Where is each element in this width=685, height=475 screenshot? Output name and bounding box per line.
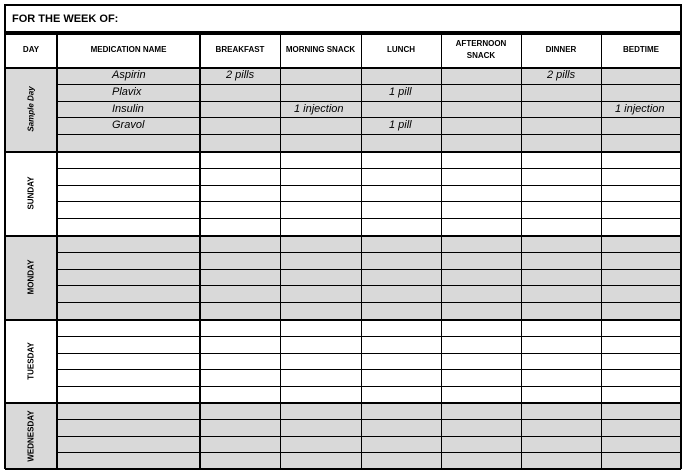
- monday-row4-dinner-cell[interactable]: [521, 285, 601, 302]
- week-of-title[interactable]: FOR THE WEEK OF:: [4, 4, 682, 33]
- sample-day-row3-dinner-cell[interactable]: [521, 101, 601, 118]
- monday-row4-breakfast-cell[interactable]: [200, 285, 280, 302]
- sunday-row4-breakfast-cell[interactable]: [200, 201, 280, 218]
- wednesday-row2-morning-snack-cell[interactable]: [280, 419, 361, 436]
- monday-row1-afternoon-snack-cell[interactable]: [441, 235, 521, 252]
- sunday-row2-afternoon-snack-cell[interactable]: [441, 168, 521, 185]
- tuesday-row2-afternoon-snack-cell[interactable]: [441, 336, 521, 353]
- sunday-label: SUNDAY: [26, 176, 36, 210]
- monday-row3-lunch-cell[interactable]: [361, 269, 441, 286]
- wednesday-label-cell: [5, 402, 57, 469]
- sample-breakfast-entry: 2 pills: [226, 69, 255, 81]
- sunday-row3-breakfast-cell[interactable]: [200, 185, 280, 202]
- column-line: [361, 33, 362, 469]
- column-line: [601, 33, 602, 469]
- sample-day-label: Sample Day: [26, 86, 36, 132]
- bedtime-header: BEDTIME: [623, 45, 659, 54]
- sample-day-row4-dinner-cell[interactable]: [521, 117, 601, 134]
- sunday-row1-bedtime-cell[interactable]: [601, 151, 681, 168]
- sample-lunch-entry: 1 pill: [389, 85, 412, 98]
- sunday-row3-lunch-cell[interactable]: [361, 185, 441, 202]
- wednesday-row1-breakfast-cell[interactable]: [200, 402, 280, 419]
- sunday-row4-morning-snack-cell[interactable]: [280, 201, 361, 218]
- wednesday-row3-bedtime-cell[interactable]: [601, 436, 681, 453]
- sunday-row3-bedtime-cell[interactable]: [601, 185, 681, 202]
- header-top-line: [5, 33, 681, 35]
- monday-row2-afternoon-snack-cell[interactable]: [441, 252, 521, 269]
- tuesday-row2-medication-name-cell[interactable]: [57, 336, 200, 353]
- tuesday-row5-afternoon-snack-cell[interactable]: [441, 386, 521, 402]
- sunday-row1-medication-name-cell[interactable]: [57, 151, 200, 168]
- sample-day-row4-bedtime-cell[interactable]: [601, 117, 681, 134]
- tuesday-label: TUESDAY: [26, 341, 36, 380]
- column-line: [56, 33, 58, 469]
- afternoon-snack-header: AFTERNOON SNACK: [455, 39, 507, 60]
- wednesday-row2-medication-name-cell[interactable]: [57, 419, 200, 436]
- sample-day-row5-medication-name-cell[interactable]: [57, 134, 200, 151]
- tuesday-row1-medication-name-cell[interactable]: [57, 319, 200, 336]
- sunday-row2-medication-name-cell[interactable]: [57, 168, 200, 185]
- sample-medication-entry: Plavix: [112, 85, 142, 98]
- sample-day-row1-bedtime-cell[interactable]: [601, 67, 681, 84]
- sample-bedtime-entry: 1 injection: [615, 102, 665, 115]
- tuesday-row1-morning-snack-cell[interactable]: [280, 319, 361, 336]
- wednesday-row4-medication-name-cell[interactable]: [57, 452, 200, 469]
- monday-row3-morning-snack-cell[interactable]: [280, 269, 361, 286]
- wednesday-label: WEDNESDAY: [26, 409, 36, 462]
- monday-row5-afternoon-snack-cell[interactable]: [441, 302, 521, 319]
- sunday-row5-bedtime-cell[interactable]: [601, 218, 681, 235]
- column-line: [441, 33, 442, 469]
- sample-medication-entry: Aspirin: [112, 69, 146, 81]
- sample-day-row2-breakfast-cell[interactable]: [200, 84, 280, 101]
- monday-row4-afternoon-snack-cell[interactable]: [441, 285, 521, 302]
- tuesday-row4-afternoon-snack-cell[interactable]: [441, 369, 521, 386]
- wednesday-row3-medication-name-cell[interactable]: [57, 436, 200, 453]
- monday-row2-lunch-cell[interactable]: [361, 252, 441, 269]
- monday-row5-bedtime-cell[interactable]: [601, 302, 681, 319]
- monday-label: MONDAY: [26, 259, 36, 295]
- wednesday-row4-lunch-cell[interactable]: [361, 452, 441, 469]
- tuesday-row2-morning-snack-cell[interactable]: [280, 336, 361, 353]
- sunday-row1-lunch-cell[interactable]: [361, 151, 441, 168]
- sunday-row4-medication-name-cell[interactable]: [57, 201, 200, 218]
- sample-day-row1-lunch-cell[interactable]: [361, 67, 441, 84]
- sunday-row5-morning-snack-cell[interactable]: [280, 218, 361, 235]
- sunday-row5-afternoon-snack-cell[interactable]: [441, 218, 521, 235]
- sunday-row3-afternoon-snack-cell[interactable]: [441, 185, 521, 202]
- tuesday-row3-morning-snack-cell[interactable]: [280, 353, 361, 370]
- wednesday-row2-bedtime-cell[interactable]: [601, 419, 681, 436]
- sample-day-row2-afternoon-snack-cell[interactable]: [441, 84, 521, 101]
- tuesday-row4-lunch-cell[interactable]: [361, 369, 441, 386]
- sunday-row2-bedtime-cell[interactable]: [601, 168, 681, 185]
- monday-row4-morning-snack-cell[interactable]: [280, 285, 361, 302]
- sunday-row5-breakfast-cell[interactable]: [200, 218, 280, 235]
- sample-morning-snack-entry: 1 injection: [294, 102, 344, 115]
- monday-row5-lunch-cell[interactable]: [361, 302, 441, 319]
- monday-row3-bedtime-cell[interactable]: [601, 269, 681, 286]
- monday-row4-bedtime-cell[interactable]: [601, 285, 681, 302]
- tuesday-row4-morning-snack-cell[interactable]: [280, 369, 361, 386]
- tuesday-row5-medication-name-cell[interactable]: [57, 386, 200, 402]
- monday-row1-breakfast-cell[interactable]: [200, 235, 280, 252]
- tuesday-row1-afternoon-snack-cell[interactable]: [441, 319, 521, 336]
- tuesday-row3-afternoon-snack-cell[interactable]: [441, 353, 521, 370]
- monday-row1-lunch-cell[interactable]: [361, 235, 441, 252]
- sunday-label-cell: [5, 151, 57, 235]
- sunday-row1-afternoon-snack-cell[interactable]: [441, 151, 521, 168]
- monday-row3-breakfast-cell[interactable]: [200, 269, 280, 286]
- sunday-row2-dinner-cell[interactable]: [521, 168, 601, 185]
- wednesday-row1-dinner-cell[interactable]: [521, 402, 601, 419]
- wednesday-row1-morning-snack-cell[interactable]: [280, 402, 361, 419]
- monday-row3-dinner-cell[interactable]: [521, 269, 601, 286]
- wednesday-row4-morning-snack-cell[interactable]: [280, 452, 361, 469]
- tuesday-row5-breakfast-cell[interactable]: [200, 386, 280, 402]
- wednesday-row1-lunch-cell[interactable]: [361, 402, 441, 419]
- sample-day-row3-afternoon-snack-cell[interactable]: [441, 101, 521, 118]
- day-header: DAY: [22, 45, 40, 54]
- sample-medication-entry: Insulin: [112, 102, 144, 115]
- wednesday-row4-breakfast-cell[interactable]: [200, 452, 280, 469]
- bottom-line: [5, 468, 681, 470]
- column-line: [521, 33, 522, 469]
- sample-day-row2-bedtime-cell[interactable]: [601, 84, 681, 101]
- tuesday-row2-dinner-cell[interactable]: [521, 336, 601, 353]
- sample-day-row5-bedtime-cell[interactable]: [601, 134, 681, 151]
- monday-row4-medication-name-cell[interactable]: [57, 285, 200, 302]
- sample-day-row1-morning-snack-cell[interactable]: [280, 67, 361, 84]
- monday-row3-afternoon-snack-cell[interactable]: [441, 269, 521, 286]
- tuesday-row3-breakfast-cell[interactable]: [200, 353, 280, 370]
- monday-label-cell: [5, 235, 57, 319]
- tuesday-row3-dinner-cell[interactable]: [521, 353, 601, 370]
- sunday-row5-medication-name-cell[interactable]: [57, 218, 200, 235]
- tuesday-row4-medication-name-cell[interactable]: [57, 369, 200, 386]
- tuesday-row5-dinner-cell[interactable]: [521, 386, 601, 402]
- sunday-row1-breakfast-cell[interactable]: [200, 151, 280, 168]
- sunday-row3-medication-name-cell[interactable]: [57, 185, 200, 202]
- column-line: [199, 33, 201, 469]
- sunday-row2-breakfast-cell[interactable]: [200, 168, 280, 185]
- monday-row5-morning-snack-cell[interactable]: [280, 302, 361, 319]
- sample-day-row5-afternoon-snack-cell[interactable]: [441, 134, 521, 151]
- monday-row5-dinner-cell[interactable]: [521, 302, 601, 319]
- wednesday-row2-afternoon-snack-cell[interactable]: [441, 419, 521, 436]
- sunday-row3-dinner-cell[interactable]: [521, 185, 601, 202]
- monday-row2-medication-name-cell[interactable]: [57, 252, 200, 269]
- tuesday-row4-dinner-cell[interactable]: [521, 369, 601, 386]
- breakfast-header: BREAKFAST: [215, 45, 265, 54]
- monday-row5-breakfast-cell[interactable]: [200, 302, 280, 319]
- sample-medication-entry: Gravol: [112, 119, 145, 132]
- column-line: [280, 33, 281, 469]
- sample-day-row2-dinner-cell[interactable]: [521, 84, 601, 101]
- tuesday-row2-bedtime-cell[interactable]: [601, 336, 681, 353]
- sunday-row1-dinner-cell[interactable]: [521, 151, 601, 168]
- sunday-row4-afternoon-snack-cell[interactable]: [441, 201, 521, 218]
- sample-dinner-entry: 2 pills: [547, 69, 576, 81]
- tuesday-row5-morning-snack-cell[interactable]: [280, 386, 361, 402]
- tuesday-row1-dinner-cell[interactable]: [521, 319, 601, 336]
- sunday-row2-morning-snack-cell[interactable]: [280, 168, 361, 185]
- wednesday-row1-bedtime-cell[interactable]: [601, 402, 681, 419]
- tuesday-row1-bedtime-cell[interactable]: [601, 319, 681, 336]
- monday-row1-bedtime-cell[interactable]: [601, 235, 681, 252]
- wednesday-row3-morning-snack-cell[interactable]: [280, 436, 361, 453]
- monday-row3-medication-name-cell[interactable]: [57, 269, 200, 286]
- morning-snack-header: MORNING SNACK: [285, 45, 356, 54]
- sample-day-row3-lunch-cell[interactable]: [361, 101, 441, 118]
- tuesday-row5-bedtime-cell[interactable]: [601, 386, 681, 402]
- column-line: [4, 33, 6, 469]
- sample-day-row4-morning-snack-cell[interactable]: [280, 117, 361, 134]
- lunch-header: LUNCH: [387, 45, 415, 54]
- sunday-row5-dinner-cell[interactable]: [521, 218, 601, 235]
- sample-day-row4-breakfast-cell[interactable]: [200, 117, 280, 134]
- sunday-row1-morning-snack-cell[interactable]: [280, 151, 361, 168]
- wednesday-row2-lunch-cell[interactable]: [361, 419, 441, 436]
- monday-row4-lunch-cell[interactable]: [361, 285, 441, 302]
- wednesday-row3-afternoon-snack-cell[interactable]: [441, 436, 521, 453]
- sample-day-row5-lunch-cell[interactable]: [361, 134, 441, 151]
- dinner-header: DINNER: [545, 45, 577, 54]
- sunday-row4-bedtime-cell[interactable]: [601, 201, 681, 218]
- tuesday-label-cell: [5, 319, 57, 402]
- monday-row1-dinner-cell[interactable]: [521, 235, 601, 252]
- tuesday-row3-bedtime-cell[interactable]: [601, 353, 681, 370]
- monday-row2-breakfast-cell[interactable]: [200, 252, 280, 269]
- tuesday-row5-lunch-cell[interactable]: [361, 386, 441, 402]
- wednesday-row4-bedtime-cell[interactable]: [601, 452, 681, 469]
- wednesday-row3-breakfast-cell[interactable]: [200, 436, 280, 453]
- column-line: [680, 33, 682, 469]
- monday-row1-medication-name-cell[interactable]: [57, 235, 200, 252]
- sunday-row4-lunch-cell[interactable]: [361, 201, 441, 218]
- sunday-row5-lunch-cell[interactable]: [361, 218, 441, 235]
- wednesday-row1-afternoon-snack-cell[interactable]: [441, 402, 521, 419]
- sample-day-row1-afternoon-snack-cell[interactable]: [441, 67, 521, 84]
- sample-day-row5-morning-snack-cell[interactable]: [280, 134, 361, 151]
- wednesday-row4-afternoon-snack-cell[interactable]: [441, 452, 521, 469]
- sample-lunch-entry: 1 pill: [389, 119, 412, 132]
- wednesday-row2-breakfast-cell[interactable]: [200, 419, 280, 436]
- sample-day-row5-breakfast-cell[interactable]: [200, 134, 280, 151]
- tuesday-row4-breakfast-cell[interactable]: [200, 369, 280, 386]
- sunday-row2-lunch-cell[interactable]: [361, 168, 441, 185]
- sunday-row3-morning-snack-cell[interactable]: [280, 185, 361, 202]
- sample-day-label-cell: [5, 67, 57, 151]
- monday-row5-medication-name-cell[interactable]: [57, 302, 200, 319]
- sample-day-row5-dinner-cell[interactable]: [521, 134, 601, 151]
- medication-name-header: MEDICATION NAME: [90, 45, 167, 54]
- tuesday-row2-lunch-cell[interactable]: [361, 336, 441, 353]
- tuesday-row4-bedtime-cell[interactable]: [601, 369, 681, 386]
- tuesday-row1-lunch-cell[interactable]: [361, 319, 441, 336]
- tuesday-row1-breakfast-cell[interactable]: [200, 319, 280, 336]
- sample-day-row2-morning-snack-cell[interactable]: [280, 84, 361, 101]
- wednesday-row3-lunch-cell[interactable]: [361, 436, 441, 453]
- wednesday-row4-dinner-cell[interactable]: [521, 452, 601, 469]
- tuesday-row3-medication-name-cell[interactable]: [57, 353, 200, 370]
- sunday-row4-dinner-cell[interactable]: [521, 201, 601, 218]
- monday-row1-morning-snack-cell[interactable]: [280, 235, 361, 252]
- wednesday-row3-dinner-cell[interactable]: [521, 436, 601, 453]
- sample-day-row4-afternoon-snack-cell[interactable]: [441, 117, 521, 134]
- monday-row2-morning-snack-cell[interactable]: [280, 252, 361, 269]
- monday-row2-bedtime-cell[interactable]: [601, 252, 681, 269]
- monday-row2-dinner-cell[interactable]: [521, 252, 601, 269]
- wednesday-row2-dinner-cell[interactable]: [521, 419, 601, 436]
- tuesday-row3-lunch-cell[interactable]: [361, 353, 441, 370]
- wednesday-row1-medication-name-cell[interactable]: [57, 402, 200, 419]
- tuesday-row2-breakfast-cell[interactable]: [200, 336, 280, 353]
- sample-day-row3-breakfast-cell[interactable]: [200, 101, 280, 118]
